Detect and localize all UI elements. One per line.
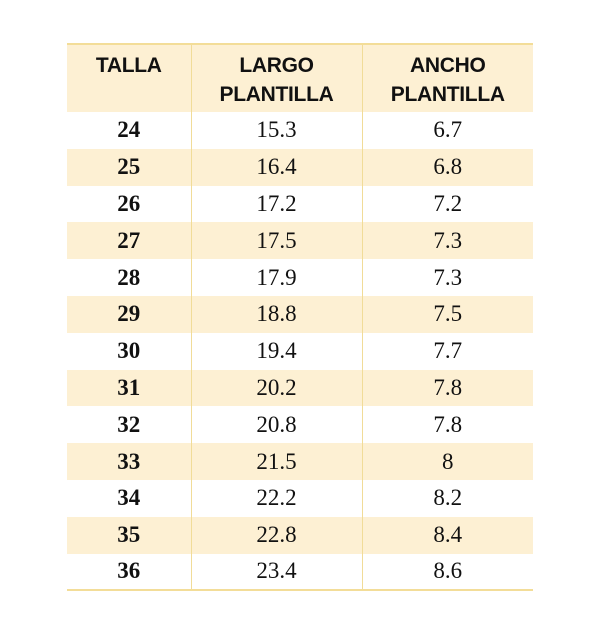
cell-talla: 30 (117, 338, 141, 364)
cell-ancho: 6.7 (362, 112, 533, 149)
cell-largo: 16.4 (191, 149, 362, 186)
table-header (67, 44, 533, 112)
table-body (67, 112, 533, 590)
header-row (67, 44, 533, 112)
table-row (67, 554, 533, 591)
table-row (67, 480, 533, 517)
cell-largo: 20.8 (191, 406, 362, 443)
cell-ancho: 7.7 (362, 333, 533, 370)
header-ancho-line1: ANCHO (410, 54, 486, 77)
header-ancho-plantilla (362, 44, 533, 112)
cell-ancho: 7.2 (362, 186, 533, 223)
cell-ancho: 6.8 (362, 149, 533, 186)
header-largo-plantilla (191, 44, 362, 112)
cell-ancho: 7.5 (362, 296, 533, 333)
table-row (67, 370, 533, 407)
cell-largo: 23.4 (191, 554, 362, 591)
cell-talla: 28 (117, 264, 141, 290)
cell-talla: 26 (117, 190, 141, 216)
cell-largo: 17.5 (191, 222, 362, 259)
cell-talla: 34 (117, 485, 141, 511)
table-row (67, 296, 533, 333)
cell-largo: 17.9 (191, 259, 362, 296)
cell-ancho: 7.8 (362, 406, 533, 443)
cell-largo: 22.8 (191, 517, 362, 554)
table-row (67, 112, 533, 149)
table-row (67, 517, 533, 554)
cell-talla: 29 (117, 301, 141, 327)
header-largo-line1: LARGO (239, 54, 314, 77)
cell-talla: 36 (67, 554, 191, 591)
cell-talla: 24 (117, 117, 141, 143)
cell-largo: 15.3 (191, 112, 362, 149)
table-row (67, 149, 533, 186)
cell-largo: 20.2 (191, 370, 362, 407)
header-talla (67, 44, 191, 112)
cell-largo: 19.4 (191, 333, 362, 370)
header-talla-line1: TALLA (95, 54, 162, 77)
cell-ancho: 8.6 (362, 554, 533, 591)
cell-ancho: 8.4 (362, 517, 533, 554)
table-row (67, 259, 533, 296)
cell-talla: 31 (117, 374, 141, 400)
cell-largo: 18.8 (191, 296, 362, 333)
cell-ancho: 8 (362, 443, 533, 480)
cell-largo: 21.5 (191, 443, 362, 480)
size-table (67, 43, 533, 591)
table-row (67, 406, 533, 443)
cell-ancho: 7.3 (362, 259, 533, 296)
table-row (67, 443, 533, 480)
table-row (67, 333, 533, 370)
table-row (67, 186, 533, 223)
cell-talla: 25 (117, 154, 141, 180)
cell-ancho: 8.2 (362, 480, 533, 517)
header-largo-line2: PLANTILLA (219, 83, 334, 106)
cell-talla: 33 (117, 448, 141, 474)
cell-talla: 32 (117, 411, 141, 437)
cell-largo: 22.2 (191, 480, 362, 517)
cell-talla: 35 (117, 522, 141, 548)
cell-ancho: 7.8 (362, 370, 533, 407)
cell-largo: 17.2 (191, 186, 362, 223)
header-ancho-line2: PLANTILLA (390, 83, 505, 106)
table-row (67, 222, 533, 259)
cell-talla: 27 (117, 227, 141, 253)
cell-ancho: 7.3 (362, 222, 533, 259)
